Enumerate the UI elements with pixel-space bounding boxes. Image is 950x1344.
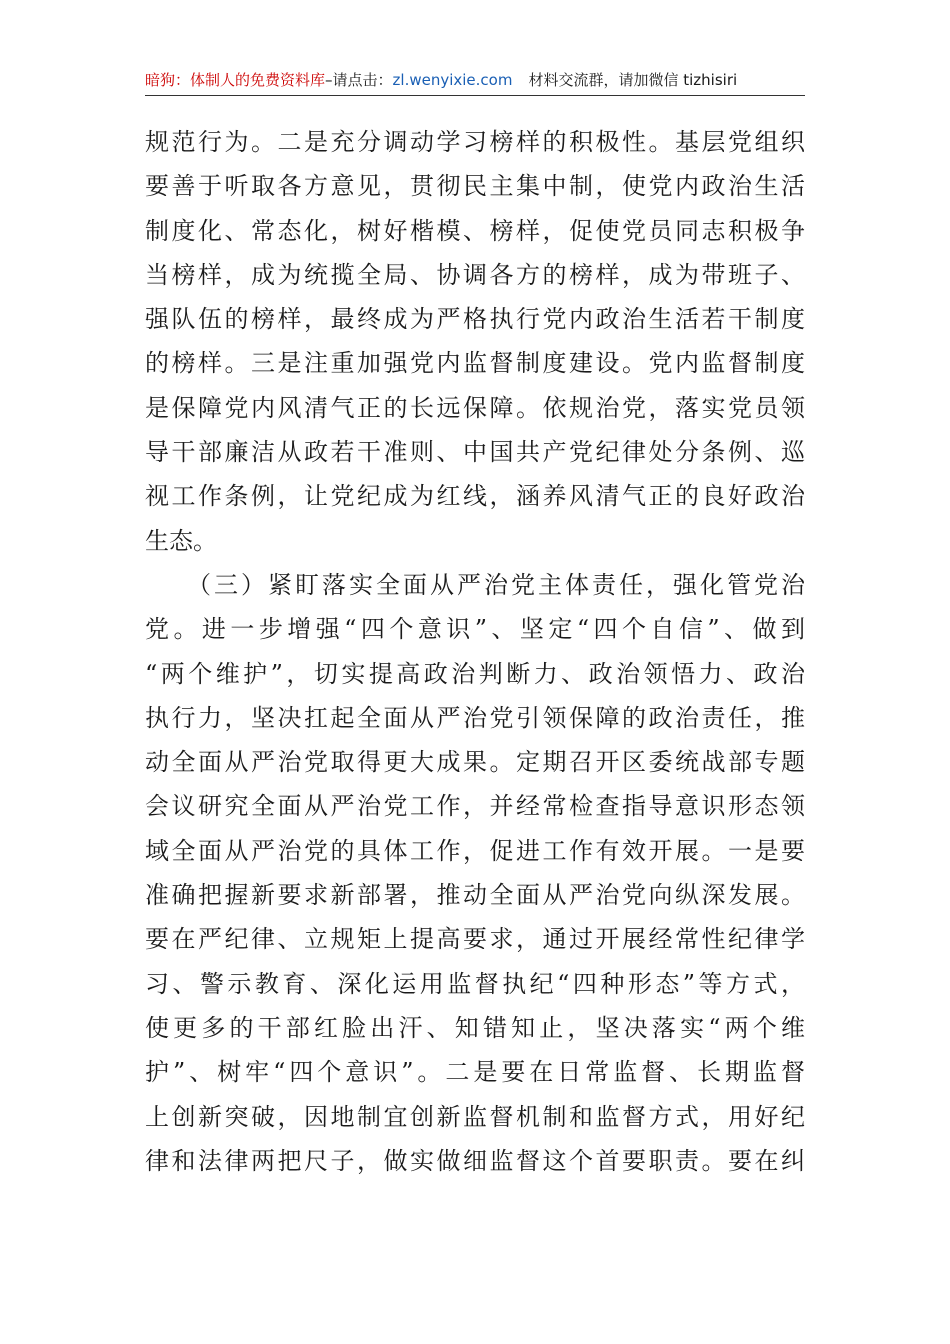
header-divider: [145, 95, 805, 96]
document-body: [145, 120, 805, 1183]
text-line: 护”、树牢“四个意识”。二是要在日常监督、长期监督: [145, 1058, 805, 1087]
page-header: [145, 66, 805, 94]
text-line: 强队伍的榜样，最终成为严格执行党内政治生活若干制度: [145, 305, 805, 334]
text-line: 律和法律两把尺子，做实做细监督这个首要职责。要在纠: [145, 1146, 805, 1175]
text-line: 是保障党内风清气正的长远保障。依规治党，落实党员领: [145, 393, 805, 422]
text-line: 当榜样，成为统揽全局、协调各方的榜样，成为带班子、: [145, 260, 805, 289]
text-line: 生态。: [145, 526, 217, 555]
text-line: 党。进一步增强“四个意识”、坚定“四个自信”、做到: [145, 615, 805, 644]
text-line: 习、警示教育、深化运用监督执纪“四种形态”等方式，: [145, 969, 805, 998]
text-line: 规范行为。二是充分调动学习榜样的积极性。基层党组织: [145, 128, 805, 156]
text-line: 会议研究全面从严治党工作，并经常检查指导意识形态领: [145, 792, 805, 821]
text-line: 视工作条例，让党纪成为红线，涵养风清气正的良好政治: [145, 482, 805, 511]
text-line: 准确把握新要求新部署，推动全面从严治党向纵深发展。: [145, 881, 805, 910]
text-line: 动全面从严治党取得更大成果。定期召开区委统战部专题: [145, 748, 805, 777]
text-line: 使更多的干部红脸出汗、知错知止，坚决落实“两个维: [145, 1013, 805, 1042]
text-line: 上创新突破，因地制宜创新监督机制和监督方式，用好纪: [145, 1102, 805, 1131]
text-line: “两个维护”，切实提高政治判断力、政治领悟力、政治: [145, 659, 805, 688]
text-line: 要在严纪律、立规矩上提高要求，通过开展经常性纪律学: [145, 925, 805, 954]
text-line: 域全面从严治党的具体工作，促进工作有效开展。一是要: [145, 836, 805, 865]
header-link[interactable]: zl.wenyixie.com: [392, 71, 513, 89]
header-contact: 材料交流群，请加微信 tizhisiri: [528, 71, 738, 89]
text-line: 制度化、常态化，树好楷模、榜样，促使党员同志积极争: [145, 216, 805, 245]
text-line: （三）紧盯落实全面从严治党主体责任，强化管党治: [145, 570, 805, 599]
text-line: 的榜样。三是注重加强党内监督制度建设。党内监督制度: [145, 349, 805, 378]
text-line: 执行力，坚决扛起全面从严治党引领保障的政治责任，推: [145, 703, 805, 732]
header-brand: 暗狗：体制人的免费资料库: [145, 71, 326, 89]
text-line: 导干部廉洁从政若干准则、中国共产党纪律处分条例、巡: [145, 438, 805, 467]
text-line: 要善于听取各方意见，贯彻民主集中制，使党内政治生活: [145, 172, 805, 201]
header-prompt: –请点击：: [325, 71, 393, 89]
